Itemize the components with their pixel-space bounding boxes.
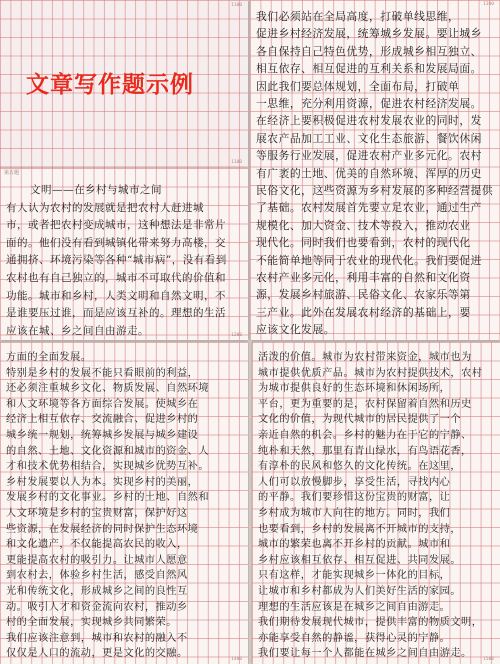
overlay-title: 文章写作题示例 xyxy=(26,72,194,98)
essay-line: 文明——在乡村与城市之间 xyxy=(30,184,162,196)
essay-line: 平台，更为重要的是，农村保留着自然和历史 xyxy=(258,398,472,410)
essay-line: 现代化。同时我们也要看到，农村的现代化 xyxy=(256,236,471,250)
essay-page-2 xyxy=(250,0,500,340)
essay-line: 应该文化发展。 xyxy=(256,323,336,337)
essay-line: 源，发展乡村旅游、民俗文化、农家乐等第 xyxy=(256,288,471,302)
essay-page-4 xyxy=(252,342,500,664)
page-number: 1300 xyxy=(483,2,494,7)
essay-line: 和文化遗产，不仅能提高农民的收入， xyxy=(6,539,188,551)
essay-line: 展农产品加工工业、文化生态旅游、餐饮休闲 xyxy=(256,131,482,145)
essay-line: 农村产业多元化，利用丰富的自然和文化资 xyxy=(256,271,471,284)
essay-line: 有人认为农村的发展就是把农村人赶进城 xyxy=(6,201,204,214)
essay-line: 村的全面发展，实现城乡共同繁荣。 xyxy=(6,617,177,629)
essay-line: 为城市提供良好的生态环境和休闲场所， xyxy=(258,383,451,395)
essay-line: 在经济上要积极促进农村发展农业的同时，发 xyxy=(256,114,482,128)
essay-line: 功能。城市和乡村，人类文明和自然文明，不 xyxy=(6,289,226,302)
essay-line: 民俗文化，这些资源为乡村发展的多种经营提供 xyxy=(256,184,494,197)
page-number: 1100 xyxy=(231,3,242,8)
essay-line: 面的。他们没有看到城镇化带来努力高楼，交 xyxy=(6,236,226,249)
essay-line: 我们要让每一个人都能在城乡之间自由游走。 xyxy=(258,648,472,660)
essay-line: 有广袤的土地、优美的自然环境、浑厚的历史 xyxy=(256,166,482,180)
essay-line: 经济上相互依存、交流融合、促进乡村的 xyxy=(6,414,199,426)
essay-line: 各自保持自己特色优势，形成城乡相互独立、 xyxy=(256,44,482,58)
essay-line: 应该在城、乡之间自由游走。 xyxy=(6,324,149,337)
essay-line: 活泼的价值。城市为农村带来资金，城市也为 xyxy=(258,352,472,363)
essay-line: 不能简单地等同于农业的现代化。我们要促进 xyxy=(256,253,482,267)
essay-line: 因此我们要总体规划，全面布局，打破单 xyxy=(256,79,460,93)
essay-line: 乡村应该相互依存、相互促进、共同发展。 xyxy=(258,554,462,566)
essay-line: 我们必须站在全局高度，打破单线思维， xyxy=(256,10,460,23)
essay-line: 到农村去，体验乡村生活，感受自然风 xyxy=(6,570,188,582)
essay-line: 乡村成为城市人向往的地方。同时，我们 xyxy=(258,508,451,519)
essay-line: 一思维，充分利用资源，促进农村经济发展。 xyxy=(256,97,482,110)
essay-line: 让城市和乡村都成为人们美好生活的家园。 xyxy=(258,586,462,597)
essay-line: 城市提供优质产品。城市为农村提供技术，农村 xyxy=(258,367,483,379)
page-number: 1200 xyxy=(231,333,242,338)
essay-line: 农村也有自己独立的，城市不可取代的价值和 xyxy=(6,272,226,284)
essay-line: 三产业。此外在发展农村经济的基础上，要 xyxy=(256,305,471,319)
essay-page-3 xyxy=(0,342,248,664)
essay-line: 促进乡村经济发展，统筹城乡发展。要让城乡 xyxy=(256,27,482,41)
essay-line: 更能提高农村的吸引力。让城市人愿意 xyxy=(6,554,188,566)
essay-line: 特别是乡村的发展不能只看眼前的利益， xyxy=(6,367,199,379)
essay-line: 市，或者把农村变成城市，这种想法是非常片 xyxy=(6,219,226,232)
essay-line: 发展乡村的文化事业。乡村的土地、自然和 xyxy=(6,492,210,504)
essay-line: 城市的繁荣也离不开乡村的贡献。城市和 xyxy=(258,539,451,551)
essay-line: 城乡统一规划，统筹城乡发展与城乡建设 xyxy=(6,430,199,441)
essay-line: 规模化、加大资金、技术等投入，推动农业 xyxy=(256,218,471,232)
essay-line: 乡村发展要以人为本。实现乡村的美丽， xyxy=(6,476,199,488)
essay-line: 还必须注重城乡文化、物质发展、自然环境 xyxy=(6,383,210,395)
essay-line: 方面的全面发展。 xyxy=(6,352,92,363)
essay-line: 的平静。我们要珍惜这份宝贵的财富，让 xyxy=(258,492,451,504)
essay-page-1 xyxy=(0,168,248,340)
essay-line: 亦能享受自然的静谧，获得心灵的宁静。 xyxy=(258,632,451,644)
essay-line: 光和传统文化，形成城乡之间的良性互 xyxy=(6,586,188,597)
essay-line: 亲近自然的机会。乡村的魅力在于它的宁静、 xyxy=(258,430,472,441)
essay-line: 纯朴和天然，那里有青山绿水，有鸟语花香， xyxy=(258,445,472,457)
page-number: 1500 xyxy=(483,657,494,662)
essay-line: 人们可以放慢脚步，享受生活，寻找内心 xyxy=(258,476,451,488)
question-tag: 第五题 xyxy=(4,170,20,176)
essay-line: 了基础。农村发展首先要立足农业，通过生产 xyxy=(256,201,482,215)
essay-line: 理想的生活应该是在城乡之间自由游走。 xyxy=(258,601,451,613)
essay-line: 和人文环境等各方面综合发展。使城乡在 xyxy=(6,398,199,410)
essay-line: 有淳朴的民风和悠久的文化传统。在这里， xyxy=(258,461,462,473)
essay-line: 我们期待发展现代城市，提供丰富的物质文明， xyxy=(258,617,483,629)
essay-line: 仅仅是人口的流动，更是文化的交融。 xyxy=(6,648,188,660)
essay-line: 的自然、土地、文化资源和城市的资金、人 xyxy=(6,445,210,457)
essay-line: 也要看到，乡村的发展离不开城市的支持， xyxy=(258,523,462,535)
page-number: 1100 xyxy=(231,160,242,165)
essay-line: 文化的价值，为现代城市的居民提供了一个 xyxy=(258,414,462,426)
essay-line: 人文环境是乡村的宝贵财富，保护好这 xyxy=(6,508,188,519)
essay-line: 等服务行业发展，促进农村产业多元化。农村 xyxy=(256,149,482,163)
page-number: 1400 xyxy=(231,657,242,662)
essay-line: 通拥挤、环境污染等各种“城市病”，没有看到 xyxy=(6,254,227,267)
essay-line: 只有这样，才能实现城乡一体化的目标， xyxy=(258,570,451,582)
essay-line: 些资源，在发展经济的同时保护生态环境 xyxy=(6,523,199,535)
essay-line: 我们应该注意到，城市和农村的融入不 xyxy=(6,632,188,644)
essay-line: 才和技术优势相结合，实现城乡优势互补。 xyxy=(6,461,210,473)
essay-line: 动。吸引人才和资金流向农村，推动乡 xyxy=(6,601,188,613)
essay-line: 是谁要压过谁，而是应该互补的。理想的生活 xyxy=(6,307,226,320)
essay-line: 相互依存、相互促进的互利关系和发展局面。 xyxy=(256,62,482,76)
